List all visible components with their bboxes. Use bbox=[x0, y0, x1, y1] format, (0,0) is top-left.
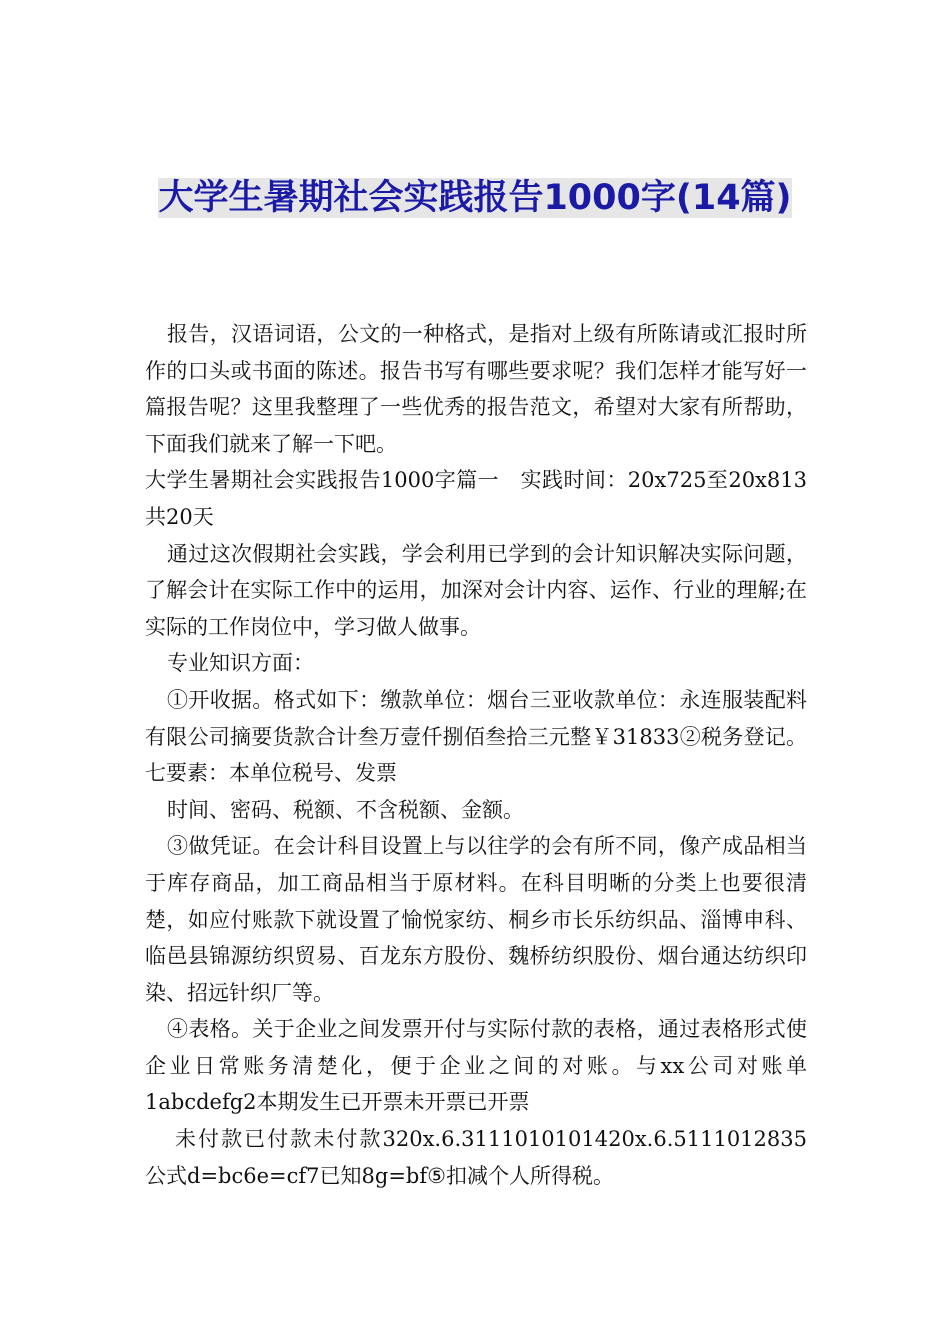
document-title: 大学生暑期社会实践报告1000字(14篇) bbox=[158, 178, 792, 218]
paragraph-tables: ④表格。关于企业之间发票开付与实际付款的表格，通过表格形式使企业日常账务清楚化，便于企业之间的对账。与xx公司对账单1abcdefg2本期发生已开票未开票已开票 bbox=[145, 1017, 807, 1115]
paragraph-intro: 报告，汉语词语，公文的一种格式，是指对上级有所陈请或汇报时所作的口头或书面的陈述。报告书写有哪些要求呢？我们怎样才能写好一篇报告呢？这里我整理了一些优秀的报告范文，希望对大家有所帮助，下面我们就来了解一下吧。 bbox=[145, 322, 807, 456]
paragraph-knowledge-label: 专业知识方面： bbox=[167, 651, 314, 676]
document-body bbox=[145, 316, 807, 1194]
paragraph-receipt: ①开收据。格式如下：缴款单位：烟台三亚收款单位：永连服装配料有限公司摘要货款合计叁万壹仟捌佰叁拾三元整￥31833②税务登记。七要素：本单位税号、发票 bbox=[145, 687, 807, 786]
paragraph-vouchers: ③做凭证。在会计科目设置上与以往学的会有所不同，像产成品相当于库存商品，加工商品相当于原材料。在科目明晰的分类上也要很清楚，如应付账款下就设置了愉悦家纺、桐乡市长乐纺织品、淄博申科、临邑县锦源纺织贸易、百龙东方股份、魏桥纺织股份、烟台通达纺织印染、招远针织厂等。 bbox=[145, 834, 807, 1005]
paragraph-section-heading: 大学生暑期社会实践报告1000字篇一 实践时间：20x725至20x813共20天 bbox=[145, 468, 807, 529]
title-block bbox=[130, 172, 820, 224]
paragraph-purpose: 通过这次假期社会实践，学会利用已学到的会计知识解决实际问题，了解会计在实际工作中的运用，加深对会计内容、运作、行业的理解;在实际的工作岗位中，学习做人做事。 bbox=[145, 541, 807, 639]
paragraph-invoice-fields: 时间、密码、税额、不含税额、金额。 bbox=[167, 797, 524, 822]
paragraph-payments: 未付款已付款未付款320x.6.3111010101420x.6.5111012835公式d=bc6e=cf7已知8g=bf⑤扣减个人所得税。 bbox=[145, 1127, 807, 1188]
